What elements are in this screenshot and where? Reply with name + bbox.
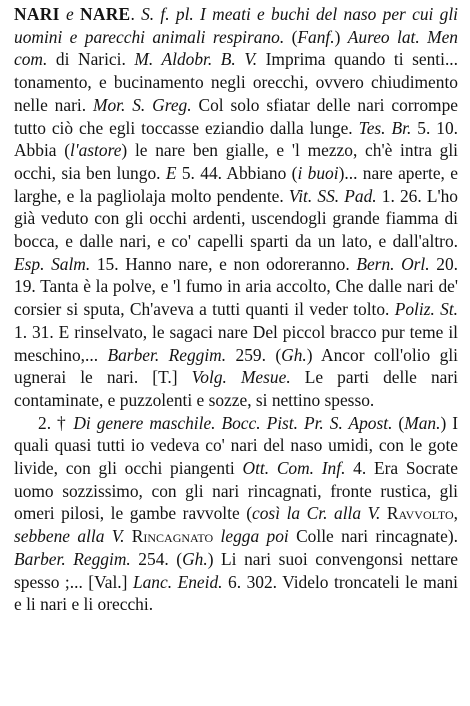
- text-run: 254. (: [130, 548, 183, 569]
- lemma-word: NARE: [79, 4, 131, 24]
- text-run: Le parti delle nari contaminate, e puzzolenti e sozze, si nettino spesso.: [14, 367, 458, 410]
- text-run: (: [284, 26, 298, 47]
- text-run: [124, 526, 131, 546]
- italic-run: Gh.: [182, 548, 208, 569]
- italic-run: M. Aldobr. B. V.: [134, 49, 258, 70]
- text-run: (: [392, 412, 405, 433]
- italic-run: Volg. Mesue.: [191, 367, 291, 388]
- text-run: Col solo sfiatar delle nari corrompe tutto ciò che egli toccasse eziandio dalla lunge.: [14, 94, 458, 138]
- text-run: 20. 19. Tanta è la polve, e 'l fumo in aria accolto, Che dalle nari de' corsier si sputa, Ch'aveva a tutti quanti il veder tolto.: [14, 253, 458, 320]
- small-caps-run: Rincagnato: [131, 526, 214, 547]
- lemma-word: NARI: [14, 4, 60, 24]
- italic-run: l'astore: [70, 140, 122, 161]
- text-run: 1. 31. E rinselvato, le sagaci nare Del piccol bracco pur teme il meschino,...: [14, 321, 458, 365]
- text-run: 1. 26. L'ho già veduto con gli occhi ardenti, uscendogli grande fiamma di bocca, e dalle nari, e co' capelli sparti da un lato, e dall'altro.: [14, 185, 458, 252]
- text-run: 15. Hanno nare, e non odoreranno.: [90, 253, 357, 274]
- text-run: 4. Era Socrate uomo sozzissimo, con gli nari rincagnati, fronte rustica, gli omeri pilosi, le gambe ravvolte (: [14, 458, 458, 524]
- italic-run: Ott. Com. Inf.: [242, 458, 346, 479]
- italic-run: Di genere maschile. Bocc. Pist. Pr. S. Apost.: [73, 412, 393, 433]
- entry-sense-1: [14, 3, 458, 412]
- text-run: ) I quali quasi tutti io vedeva co' nari del naso umidi, con le gote livide, con gli occhi piangenti: [14, 412, 458, 479]
- italic-run: sebbene alla V.: [14, 526, 125, 547]
- text-run: [213, 526, 220, 546]
- italic-run: S. f. pl. I meati e buchi del naso per cui gli uomini e parecchi animali respirano.: [14, 4, 458, 47]
- italic-run: Vit. SS. Pad.: [288, 185, 377, 206]
- italic-run: i buoi: [297, 162, 339, 183]
- entry-sense-2: [14, 412, 458, 616]
- text-run: 2. †: [38, 412, 74, 433]
- italic-run: Man.: [404, 412, 441, 433]
- text-run: 5. 44. Abbiano (: [176, 162, 298, 183]
- text-run: 6. 302. Videlo troncateli le mani e li nari e li orecchi.: [14, 571, 458, 615]
- italic-run: Fanf.: [297, 26, 335, 47]
- dictionary-entry-nari: [14, 3, 458, 616]
- text-run: di Narici.: [47, 49, 135, 70]
- text-run: Imprima quando ti senti... tonamento, e bucinamento negli orecchi, ovvero chiudimento nelle nari.: [14, 49, 458, 115]
- text-run: Colle nari rincagnate).: [288, 526, 458, 547]
- italic-run: Tes. Br.: [358, 117, 412, 138]
- text-run: ,: [453, 503, 458, 524]
- text-run: 5. 10. Abbia (: [14, 117, 459, 161]
- italic-run: Aureo lat. Men com.: [14, 26, 458, 70]
- text-run: ) Li nari suoi convengonsi nettare spesso ;... [Val.]: [14, 548, 458, 592]
- italic-run: Barber. Reggim.: [14, 548, 131, 569]
- italic-run: Bern. Orl.: [356, 253, 430, 274]
- italic-run: Lanc. Eneid.: [132, 571, 223, 592]
- text-run: ): [334, 26, 348, 47]
- text-run: )... nare aperte, e larghe, e la pagliolaja molto pendente.: [14, 162, 458, 206]
- text-run: ) le nare ben gialle, e 'l mezzo, ch'è intra gli occhi, sia ben lungo.: [14, 140, 459, 183]
- italic-run: e: [65, 4, 74, 24]
- italic-run: legga poi: [220, 526, 289, 547]
- italic-run: Barber. Reggim.: [107, 344, 227, 365]
- text-run: 259. (: [226, 344, 282, 365]
- italic-run: E: [165, 162, 177, 183]
- small-caps-run: Ravvolto: [386, 503, 454, 524]
- italic-run: Poliz. St.: [394, 299, 458, 320]
- text-run: .: [130, 4, 142, 24]
- italic-run: Gh.: [281, 344, 307, 365]
- text-run: ) Ancor coll'olio gli ugnerai le nari. [T.]: [14, 344, 458, 388]
- italic-run: così la Cr. alla V.: [252, 503, 381, 524]
- italic-run: Esp. Salm.: [14, 253, 91, 274]
- italic-run: Mor. S. Greg.: [92, 94, 192, 115]
